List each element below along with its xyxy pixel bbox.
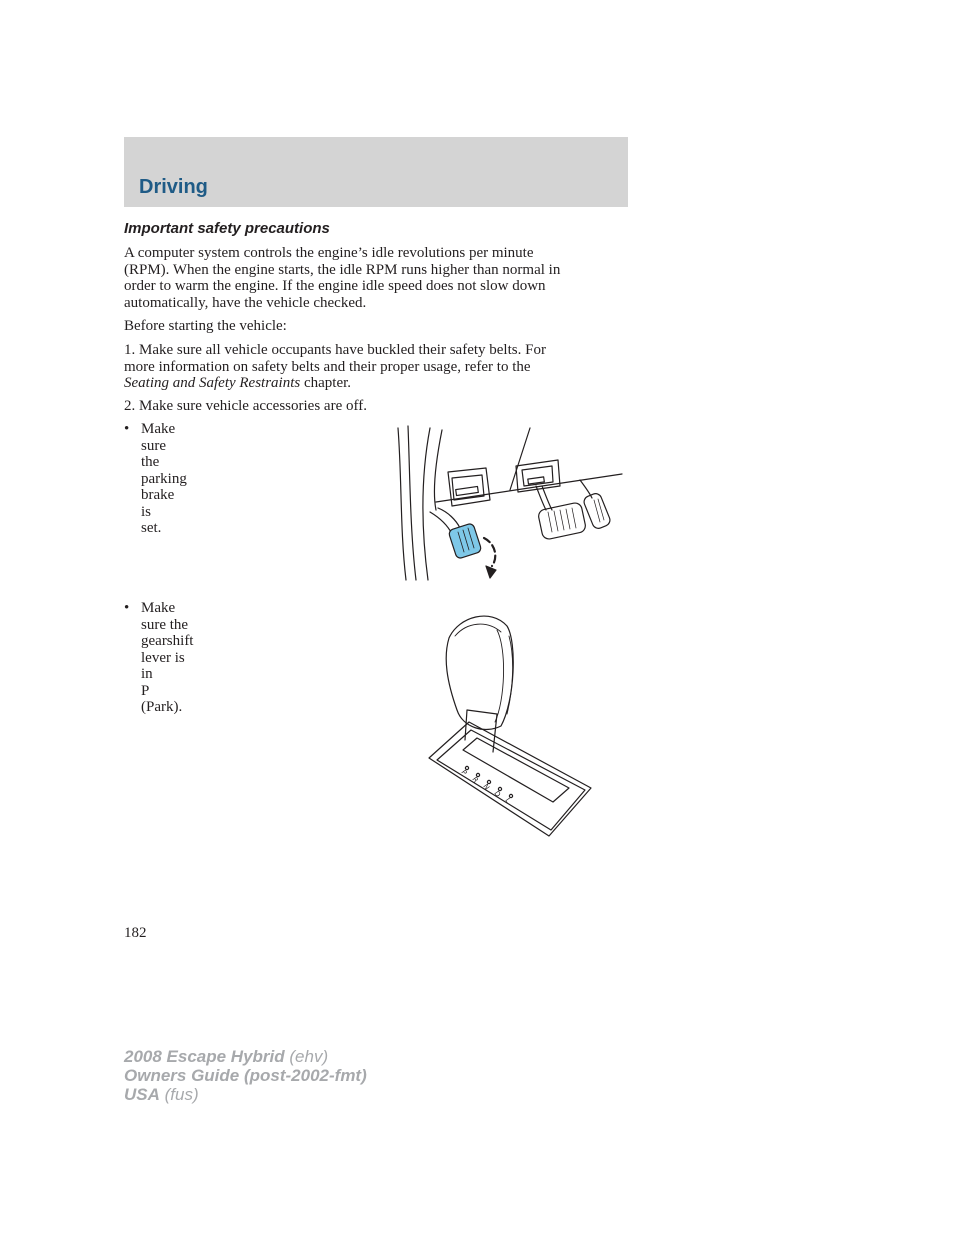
gear-label-p: P: [459, 768, 469, 777]
subheading: Important safety precautions: [124, 220, 330, 237]
gear-dot: [465, 766, 468, 769]
parking-brake-illustration: [390, 420, 630, 585]
gear-dot: [498, 787, 501, 790]
footer-guide: Owners Guide (post-2002-fmt): [124, 1066, 367, 1085]
parking-brake-pedal: [448, 523, 482, 560]
step-2: 2. Make sure vehicle accessories are off.: [124, 398, 367, 414]
gear-label-d: D: [492, 789, 503, 799]
footer-line-1: [124, 1047, 367, 1066]
bullet-text: [141, 600, 193, 716]
step-1-line: 1. Make sure all vehicle occupants have buckled their safety belts. For: [124, 342, 546, 358]
gear-label-l: L: [503, 796, 513, 805]
bullet-line: set.: [141, 520, 162, 536]
intro-paragraph: [124, 245, 630, 311]
before-starting-text: Before starting the vehicle:: [124, 318, 287, 334]
step-1: [124, 342, 630, 392]
step-1-tail: chapter.: [300, 375, 352, 391]
bullet-line: Make sure the gearshift lever is in: [141, 600, 194, 682]
bullet-line: P (Park).: [141, 682, 183, 715]
gear-dot: [476, 773, 479, 776]
gear-position-labels: [459, 766, 512, 804]
bullet-symbol: •: [124, 600, 130, 616]
bullet-line: Make sure the parking brake is: [141, 421, 187, 520]
intro-line: A computer system controls the engine’s idle revolutions per minute: [124, 245, 534, 261]
bullet-symbol: •: [124, 421, 130, 437]
intro-line: automatically, have the vehicle checked.: [124, 294, 367, 311]
page-number: 182: [124, 925, 147, 941]
section-title: Driving: [139, 176, 208, 198]
footer-line-3: [124, 1085, 367, 1104]
gear-label-n: N: [481, 782, 491, 792]
footer-market: USA: [124, 1085, 160, 1104]
gear-label-r: R: [470, 775, 480, 785]
arrow-icon: [486, 566, 496, 578]
gear-dot: [487, 780, 490, 783]
bullet-text: [141, 421, 187, 537]
chapter-reference: Seating and Safety Restraints: [124, 375, 301, 391]
gear-dot: [509, 794, 512, 797]
footer-model: 2008 Escape Hybrid: [124, 1047, 285, 1066]
gearshift-illustration: [425, 610, 595, 840]
footer-market-code: (fus): [159, 1085, 199, 1104]
footer-line-2: [124, 1066, 367, 1085]
step-1-line-3: [124, 375, 630, 392]
step-1-line: more information on safety belts and their proper usage, refer to the: [124, 358, 531, 375]
footer-model-code: (ehv): [284, 1047, 329, 1066]
intro-line: (RPM). When the engine starts, the idle RPM runs higher than normal in: [124, 261, 561, 278]
footer: [124, 1047, 367, 1104]
intro-line: order to warm the engine. If the engine idle speed does not slow down: [124, 278, 546, 294]
